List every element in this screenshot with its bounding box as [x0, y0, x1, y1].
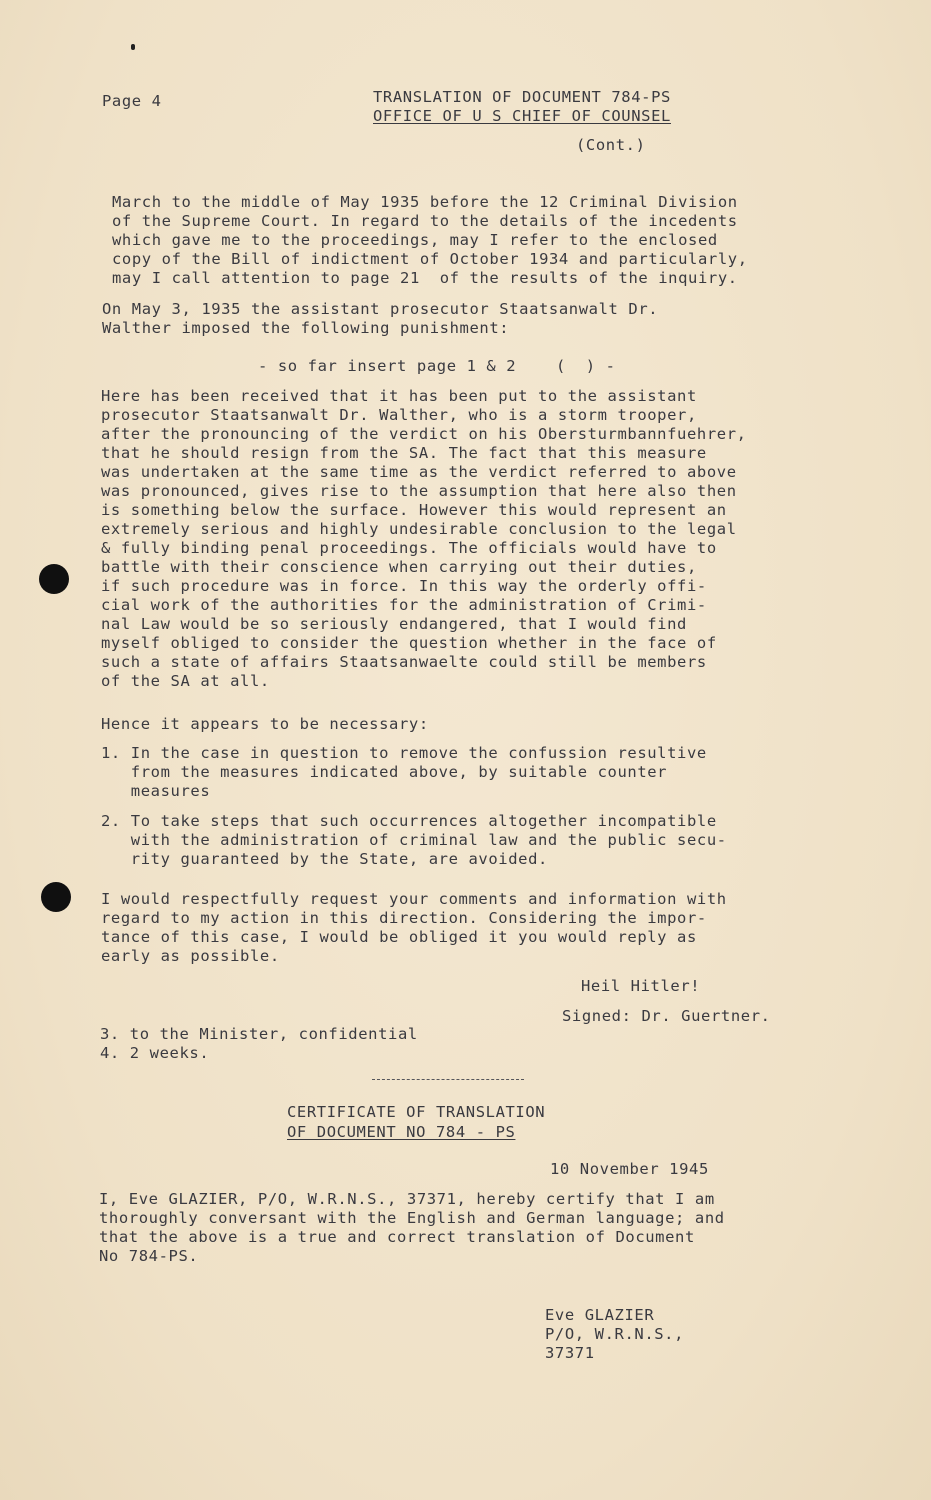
translator-signature: [545, 1306, 684, 1363]
text-line: regard to my action in this direction. Considering the impor-: [101, 909, 707, 927]
continued-label: (Cont.): [576, 136, 646, 154]
text-line: I, Eve GLAZIER, P/O, W.R.N.S., 37371, hereby certify that I am: [99, 1190, 715, 1208]
paragraph-2: [102, 300, 658, 338]
separator-rule: [372, 1079, 524, 1080]
text-line: I would respectfully request your comments and information with: [101, 890, 727, 908]
paragraph-3: [101, 387, 747, 691]
text-line: tance of this case, I would be obliged it you would reply as: [101, 928, 697, 946]
text-line: if such procedure was in force. In this way the orderly offi-: [101, 577, 707, 595]
text-line: thoroughly conversant with the English and German language; and: [99, 1209, 725, 1227]
certificate-text: [99, 1190, 725, 1266]
office-title: OFFICE OF U S CHIEF OF COUNSEL: [373, 107, 671, 125]
text-line: rity guaranteed by the State, are avoided.: [101, 850, 548, 868]
distribution-notes: [100, 1025, 418, 1063]
text-line: which gave me to the proceedings, may I refer to the enclosed: [112, 231, 718, 249]
text-line: No 784-PS.: [99, 1247, 199, 1265]
text-line: myself obliged to consider the question whether in the face of: [101, 634, 717, 652]
text-line: from the measures indicated above, by suitable counter: [101, 763, 668, 781]
list-item-2: [101, 812, 727, 869]
certificate-title: CERTIFICATE OF TRANSLATION: [287, 1103, 546, 1121]
text-line: 3. to the Minister, confidential: [100, 1025, 418, 1043]
text-line: 4. 2 weeks.: [100, 1044, 210, 1062]
text-line: Eve GLAZIER: [545, 1306, 655, 1324]
page-label: Page 4: [102, 92, 162, 110]
text-line: that the above is a true and correct translation of Document: [99, 1228, 695, 1246]
paragraph-4: Hence it appears to be necessary:: [101, 715, 429, 733]
paragraph-1: [112, 193, 748, 288]
text-line: of the SA at all.: [101, 672, 270, 690]
text-line: with the administration of criminal law and the public secu-: [101, 831, 727, 849]
certificate-subtitle: OF DOCUMENT NO 784 - PS: [287, 1123, 516, 1141]
text-line: & fully binding penal proceedings. The officials would have to: [101, 539, 717, 557]
text-line: cial work of the authorities for the administration of Crimi-: [101, 596, 707, 614]
paragraph-5: [101, 890, 727, 966]
text-line: early as possible.: [101, 947, 280, 965]
certificate-date: 10 November 1945: [550, 1160, 709, 1178]
text-line: was pronounced, gives rise to the assumption that here also then: [101, 482, 737, 500]
text-line: measures: [101, 782, 211, 800]
text-line: 2. To take steps that such occurrences altogether incompatible: [101, 812, 717, 830]
text-line: such a state of affairs Staatsanwaelte could still be members: [101, 653, 707, 671]
signature-line: Signed: Dr. Guertner.: [562, 1007, 771, 1025]
list-item-1: [101, 744, 707, 801]
text-line: Walther imposed the following punishment:: [102, 319, 510, 337]
closing: Heil Hitler!: [581, 977, 701, 995]
text-line: P/O, W.R.N.S.,: [545, 1325, 685, 1343]
text-line: copy of the Bill of indictment of October 1934 and particularly,: [112, 250, 748, 268]
ink-mark: [131, 44, 135, 50]
insert-note: - so far insert page 1 & 2 ( ) -: [258, 357, 616, 375]
text-line: was undertaken at the same time as the verdict referred to above: [101, 463, 737, 481]
punch-hole: [41, 882, 71, 912]
text-line: of the Supreme Court. In regard to the details of the incedents: [112, 212, 738, 230]
text-line: is something below the surface. However this would represent an: [101, 501, 727, 519]
text-line: battle with their conscience when carrying out their duties,: [101, 558, 697, 576]
text-line: 37371: [545, 1344, 595, 1362]
text-line: nal Law would be so seriously endangered, that I would find: [101, 615, 687, 633]
text-line: after the pronouncing of the verdict on his Obersturmbannfuehrer,: [101, 425, 747, 443]
punch-hole: [39, 564, 69, 594]
text-line: that he should resign from the SA. The fact that this measure: [101, 444, 707, 462]
document-title: TRANSLATION OF DOCUMENT 784-PS: [373, 88, 671, 106]
text-line: 1. In the case in question to remove the confussion resultive: [101, 744, 707, 762]
text-line: Here has been received that it has been put to the assistant: [101, 387, 697, 405]
text-line: March to the middle of May 1935 before the 12 Criminal Division: [112, 193, 738, 211]
text-line: may I call attention to page 21 of the results of the inquiry.: [112, 269, 738, 287]
text-line: prosecutor Staatsanwalt Dr. Walther, who is a storm trooper,: [101, 406, 697, 424]
text-line: On May 3, 1935 the assistant prosecutor Staatsanwalt Dr.: [102, 300, 659, 318]
text-line: extremely serious and highly undesirable conclusion to the legal: [101, 520, 737, 538]
